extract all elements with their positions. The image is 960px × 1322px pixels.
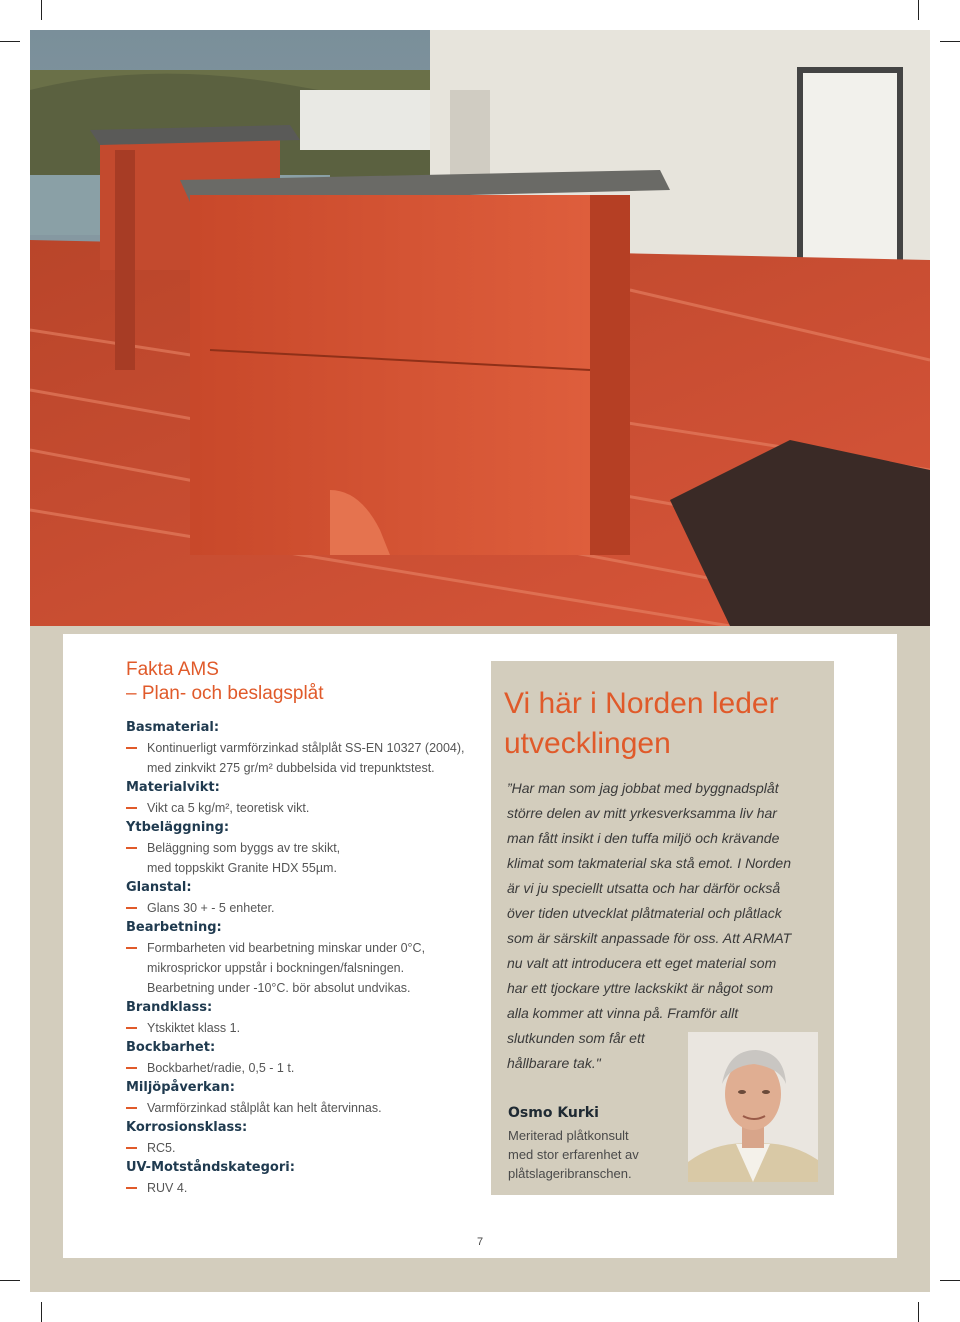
fact-item xyxy=(126,738,476,758)
fact-item-text: Bockbarhet/radie, 0,5 - 1 t. xyxy=(147,1061,295,1075)
fact-item xyxy=(126,978,476,998)
fact-item-text: Glans 30 + - 5 enheter. xyxy=(147,901,275,915)
fact-section-heading: Brandklass: xyxy=(126,1000,213,1015)
crop-mark xyxy=(940,1280,960,1281)
crop-mark xyxy=(0,41,20,42)
person-desc-line: plåtslageribranschen. xyxy=(508,1166,632,1181)
quote-line: över tiden utvecklat plåtmaterial och plåtlack xyxy=(507,905,782,921)
quote-line: har ett tjockare yttre lackskikt är något som xyxy=(507,980,774,996)
fact-item xyxy=(126,938,476,958)
fact-item xyxy=(126,758,476,778)
fact-item xyxy=(126,1138,476,1158)
fact-item xyxy=(126,1098,476,1118)
portrait-illustration xyxy=(688,1032,818,1182)
quote-line: slutkunden som får ett xyxy=(507,1030,645,1046)
fact-sections xyxy=(126,718,476,1198)
fact-item-text: Vikt ca 5 kg/m², teoretisk vikt. xyxy=(147,801,310,815)
dash-bullet-icon xyxy=(126,1027,137,1029)
person-desc-line: med stor erfarenhet av xyxy=(508,1147,639,1162)
fact-section-heading: Bearbetning: xyxy=(126,920,222,935)
fact-item xyxy=(126,1178,476,1198)
quote-line: hållbarare tak." xyxy=(507,1055,601,1071)
quote-line: större delen av mitt yrkesverksamma liv har xyxy=(507,805,777,821)
fact-item-text: Bearbetning under -10°C. bör absolut undvikas. xyxy=(147,981,411,995)
fact-item xyxy=(126,1018,476,1038)
fact-item xyxy=(126,858,476,878)
fact-item xyxy=(126,1058,476,1078)
fact-section-heading: Materialvikt: xyxy=(126,780,220,795)
dash-bullet-icon xyxy=(126,1067,137,1069)
fact-section-heading: UV-Motståndskategori: xyxy=(126,1160,295,1175)
fact-section-heading: Ytbeläggning: xyxy=(126,820,230,835)
crop-mark xyxy=(41,1302,42,1322)
crop-mark xyxy=(918,0,919,20)
dash-bullet-icon xyxy=(126,1147,137,1149)
dash-bullet-icon xyxy=(126,947,137,949)
fact-item-text: Kontinuerligt varmförzinkad stålplåt SS-EN 10327 (2004), xyxy=(147,741,465,755)
fact-panel xyxy=(126,658,476,1198)
quote-line: som är särskilt anpassade för oss. Att ARMAT xyxy=(507,930,792,946)
fact-item xyxy=(126,898,476,918)
quote-line: man fått insikt i den tuffa miljö och krävande xyxy=(507,830,780,846)
fact-title: Fakta AMS xyxy=(126,659,219,680)
fact-item xyxy=(126,798,476,818)
quote-title-line: Vi här i Norden leder xyxy=(504,687,779,720)
page-number: 7 xyxy=(476,1236,484,1248)
fact-item xyxy=(126,958,476,978)
quote-line: nu valt att introducera ett eget material som xyxy=(507,955,777,971)
fact-section-heading: Bockbarhet: xyxy=(126,1040,216,1055)
quote-text xyxy=(507,776,807,1076)
fact-section-heading: Miljöpåverkan: xyxy=(126,1080,235,1095)
quote-title xyxy=(504,684,824,764)
fact-item-text: Ytskiktet klass 1. xyxy=(147,1021,241,1035)
dash-bullet-icon xyxy=(126,1187,137,1189)
fact-item-text: med toppskikt Granite HDX 55µm. xyxy=(147,861,337,875)
fact-subtitle: – Plan- och beslagsplåt xyxy=(126,683,324,704)
dash-bullet-icon xyxy=(126,807,137,809)
fact-item-text: med zinkvikt 275 gr/m² dubbelsida vid trepunktstest. xyxy=(147,761,435,775)
fact-section-heading: Basmaterial: xyxy=(126,720,220,735)
fact-item-text: Varmförzinkad stålplåt kan helt återvinnas. xyxy=(147,1101,382,1115)
fact-item-text: mikrosprickor uppstår i bockningen/falsningen. xyxy=(147,961,405,975)
dash-bullet-icon xyxy=(126,1107,137,1109)
person-desc-line: Meriterad plåtkonsult xyxy=(508,1128,629,1143)
fact-item-text: Formbarheten vid bearbetning minskar under 0°C, xyxy=(147,941,426,955)
roof-chimney-photo xyxy=(30,30,930,626)
roof-photo-illustration xyxy=(30,30,930,626)
person-name: Osmo Kurki xyxy=(508,1105,599,1121)
quote-line: klimat som takmaterial ska stå emot. I Norden xyxy=(507,855,791,871)
dash-bullet-icon xyxy=(126,907,137,909)
dash-bullet-icon xyxy=(126,847,137,849)
quote-line: är vi ju speciellt utsatta och har därför också xyxy=(507,880,781,896)
fact-item xyxy=(126,838,476,858)
fact-item-text: RC5. xyxy=(147,1141,176,1155)
crop-mark xyxy=(918,1302,919,1322)
fact-item-text: Beläggning som byggs av tre skikt, xyxy=(147,841,341,855)
person-description xyxy=(508,1126,678,1183)
quote-title-line: utvecklingen xyxy=(504,727,671,760)
crop-mark xyxy=(940,41,960,42)
crop-mark xyxy=(41,0,42,20)
quote-line: ”Har man som jag jobbat med byggnadsplåt xyxy=(507,780,779,796)
quote-line: alla kommer att vinna på. Framför allt xyxy=(507,1005,739,1021)
dash-bullet-icon xyxy=(126,747,137,749)
fact-item-text: RUV 4. xyxy=(147,1181,188,1195)
fact-section-heading: Korrosionsklass: xyxy=(126,1120,248,1135)
portrait-photo xyxy=(688,1032,818,1182)
crop-mark xyxy=(0,1280,20,1281)
fact-section-heading: Glanstal: xyxy=(126,880,192,895)
